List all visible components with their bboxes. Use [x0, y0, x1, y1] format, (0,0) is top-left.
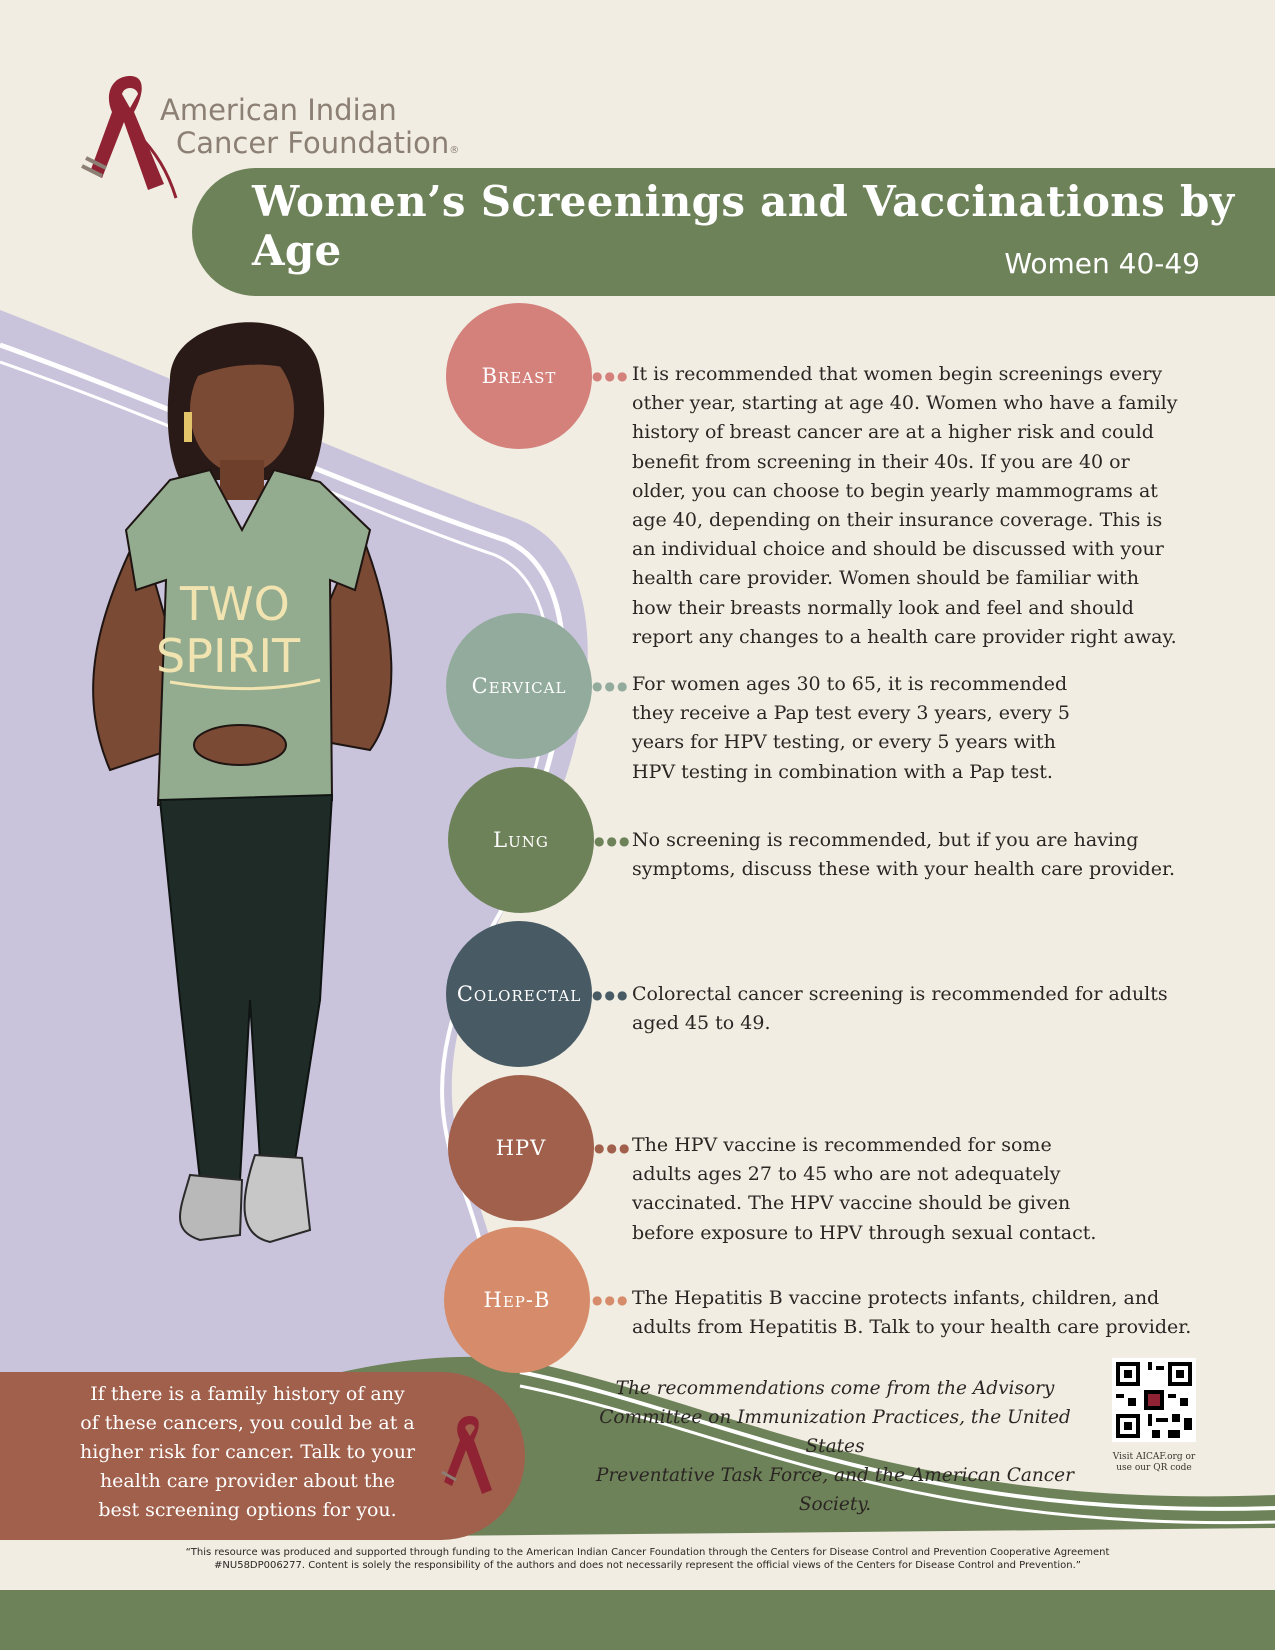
- small-ribbon-icon: [436, 1412, 506, 1502]
- hpv-description: The HPV vaccine is recommended for some adults ages 27 to 45 who are not adequately vaccinated. The HPV vaccine should be given before exposure to HPV through sexual contact.: [632, 1134, 1097, 1244]
- hpv-connector-dots: ●●●: [594, 1141, 632, 1155]
- shirt-text-spirit: SPIRIT: [156, 629, 301, 683]
- recommendation-sources: The recommendations come from the Advisory Committee on Immunization Practices, the United States Preventative Task Force, and the American Cancer Society.: [596, 1378, 1074, 1515]
- registered-mark: ®: [449, 145, 460, 156]
- hpv-circle: [448, 1075, 594, 1221]
- age-group-subtitle: Women 40-49: [1004, 247, 1200, 280]
- colorectal-description: Colorectal cancer screening is recommended for adults aged 45 to 49.: [632, 983, 1168, 1035]
- funding-disclaimer: “This resource was produced and supported through funding to the American Indian Cancer Foundation through the Centers for Disease Control and Prevention Cooperative Agreement #NU58DP006277. Content is solely the responsibility of the authors and does not necessarily represent the official views of the Centers for Disease Control and Prevention.”: [185, 1547, 1110, 1571]
- page-title: Women’s Screenings and Vaccinations by Age: [252, 177, 1235, 275]
- org-name-line1: American Indian: [160, 93, 397, 127]
- organization-name: [160, 94, 459, 167]
- breast-circle: [446, 303, 592, 449]
- cervical-label: Cervical: [471, 674, 567, 698]
- lung-circle: [448, 767, 594, 913]
- colorectal-connector-dots: ●●●: [592, 988, 630, 1002]
- hep-b-description: The Hepatitis B vaccine protects infants, children, and adults from Hepatitis B. Talk to your health care provider.: [632, 1287, 1192, 1339]
- qr-code-icon[interactable]: [1112, 1358, 1196, 1442]
- hep-b-connector-dots: ●●●: [592, 1293, 630, 1307]
- lung-label: Lung: [493, 828, 549, 852]
- woman-illustration: [70, 300, 430, 1360]
- colorectal-label: Colorectal: [456, 982, 582, 1006]
- hep-b-label: Hep-B: [483, 1288, 551, 1312]
- cervical-description: For women ages 30 to 65, it is recommended they receive a Pap test every 3 years, every 5 years for HPV testing, or every 5 years with HPV testing in combination with a Pap test.: [632, 673, 1070, 783]
- breast-connector-dots: ●●●: [592, 369, 630, 383]
- cervical-circle: [446, 613, 592, 759]
- lung-connector-dots: ●●●: [594, 834, 632, 848]
- hpv-label: HPV: [495, 1136, 547, 1160]
- lung-description: No screening is recommended, but if you are having symptoms, discuss these with your health care provider.: [632, 829, 1175, 881]
- breast-description: It is recommended that women begin screenings every other year, starting at age 40. Women who have a family history of breast cancer are at a higher risk and could benefit from screening in their 40s. If you are 40 or older, you can choose to begin yearly mammograms at age 40, depending on their insurance coverage. This is an individual choice and should be discussed with your health care provider. Women should be familiar with how their breasts normally look and feel and should report any changes to a health care provider right away.: [632, 363, 1178, 648]
- colorectal-circle: [446, 921, 592, 1067]
- cervical-connector-dots: ●●●: [592, 679, 630, 693]
- family-history-text: If there is a family history of any of these cancers, you could be at a higher risk for cancer. Talk to your health care provider about the best screening options for you.: [79, 1383, 416, 1521]
- org-name-line2: Cancer Foundation®: [176, 126, 460, 160]
- qr-code-label: Visit AICAF.org or use our QR code: [1112, 1452, 1196, 1473]
- breast-label: Breast: [481, 364, 557, 388]
- hep-b-circle: [444, 1227, 590, 1373]
- shirt-text-two: TWO: [180, 577, 290, 631]
